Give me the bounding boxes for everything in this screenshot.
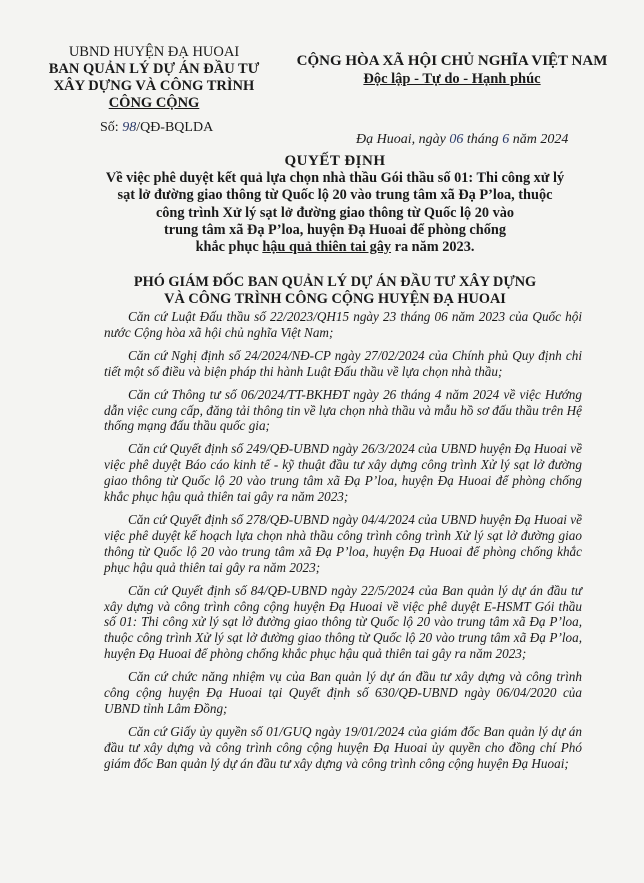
issue-date [356, 132, 568, 148]
authority-line-2: VÀ CÔNG TRÌNH CÔNG CỘNG HUYỆN ĐẠ HUOAI [164, 291, 506, 307]
country-name: CỘNG HÒA XÃ HỘI CHỦ NGHĨA VIỆT NAM [296, 53, 608, 69]
agency-name-line-2: XÂY DỰNG VÀ CÔNG TRÌNH [53, 78, 255, 94]
authority-line-1: PHÓ GIÁM ĐỐC BAN QUẢN LÝ DỰ ÁN ĐẦU TƯ XÂY DỰNG [133, 274, 537, 290]
legal-basis-paragraph: Căn cứ chức năng nhiệm vụ của Ban quản lý dự án đầu tư xây dựng và công trình công cộng huyện Đạ Huoai tại Quyết định số 630/QĐ-UBND ngày 06/04/2020 của UBND tỉnh Lâm Đồng; [104, 669, 582, 716]
subject-line-5-post: ra năm 2023. [391, 239, 475, 256]
date-day: 06 [449, 132, 464, 147]
decision-heading: QUYẾT ĐỊNH [284, 153, 386, 169]
decision-subject-line-4: trung tâm xã Đạ P’loa, huyện Đạ Huoai để phòng chống [164, 221, 506, 238]
agency-parent: UBND HUYỆN ĐẠ HUOAI [68, 44, 240, 60]
agency-name-line-3: CÔNG CỘNG [108, 95, 200, 111]
document-number-suffix: /QĐ-BQLDA [136, 120, 214, 135]
date-month-label: tháng [466, 132, 499, 147]
legal-basis-paragraph: Căn cứ Nghị định số 24/2024/NĐ-CP ngày 27/02/2024 của Chính phủ Quy định chi tiết một số điều và biện pháp thi hành Luật Đấu thầu về lựa chọn nhà thầu; [104, 347, 582, 379]
legal-basis-paragraph: Căn cứ Giấy ủy quyền số 01/GUQ ngày 19/01/2024 của giám đốc Ban quản lý dự án đầu tư xây dựng và công trình công cộng huyện Đạ Huoai ủy quyền cho đồng chí Phó giám đốc Ban quản lý dự án đầu tư xây dựng và công trình công cộng huyện Đạ Huoai; [104, 723, 582, 771]
legal-basis-paragraph: Căn cứ Quyết định số 278/QĐ-UBND ngày 04/4/2024 của UBND huyện Đạ Huoai về việc phê duyệt kế hoạch lựa chọn nhà thầu công trình công trình Xử lý sạt lở đường giao thông từ Quốc lộ 20 vào trung tâm xã Đạ P’loa, huyện Đạ Huoai để phòng chống khắc phục hậu quả thiên tai gây ra năm 2023; [104, 511, 582, 575]
issuing-agency-header [44, 44, 264, 112]
decision-subject-line-5 [62, 239, 608, 256]
document-number-label: Số: [100, 120, 119, 135]
document-number-value: 98 [122, 120, 137, 135]
decision-subject-line-2: sạt lở đường giao thông từ Quốc lộ 20 vào trung tâm xã Đạ P’loa, thuộc [117, 187, 553, 204]
date-place: Đạ Huoai, ngày [356, 132, 446, 147]
motto: Độc lập - Tự do - Hạnh phúc [363, 71, 541, 87]
decision-subject-line-3: công trình Xử lý sạt lở đường giao thông từ Quốc lộ 20 vào [155, 204, 515, 221]
legal-basis-section [104, 309, 582, 779]
national-motto-header [282, 52, 622, 88]
subject-line-5-pre: khắc phục [195, 239, 263, 256]
decision-title-block [62, 153, 608, 256]
date-month: 6 [502, 132, 510, 147]
document-number [100, 120, 213, 136]
subject-line-5-underlined: hậu quả thiên tai gây [262, 239, 392, 256]
legal-basis-paragraph: Căn cứ Quyết định số 84/QĐ-UBND ngày 22/5/2024 của Ban quản lý dự án đầu tư xây dựng và công trình công cộng huyện Đạ Huoai về việc phê duyệt E-HSMT Gói thầu số 01: Thi công xử lý sạt lở đường giao thông từ Quốc lộ 20 vào trung tâm xã Đạ P’loa, thuộc công trình Xử lý sạt lở đường giao thông từ Quốc lộ 20 vào trung tâm xã Đạ P’loa, huyện Đạ Huoai để phòng chống khắc phục hậu quả thiên tai gây ra năm 2023; [104, 582, 582, 662]
date-year: năm 2024 [512, 132, 569, 147]
legal-basis-paragraph: Căn cứ Quyết định số 249/QĐ-UBND ngày 26/3/2024 của UBND huyện Đạ Huoai về việc phê duyệt Báo cáo kinh tế - kỹ thuật đầu tư xây dựng công trình Xử lý sạt lở đường giao thông từ Quốc lộ 20 vào trung tâm xã Đạ P’loa, huyện Đạ Huoai để phòng chống khắc phục hậu quả thiên tai gây ra năm 2023; [104, 441, 582, 505]
decision-subject-line-1: Về việc phê duyệt kết quả lựa chọn nhà thầu Gói thầu số 01: Thi công xử lý [105, 170, 565, 187]
legal-basis-paragraph: Căn cứ Luật Đấu thầu số 22/2023/QH15 ngày 23 tháng 06 năm 2023 của Quốc hội nước Cộng hòa xã hội chủ nghĩa Việt Nam; [104, 309, 582, 340]
signing-authority-heading [100, 274, 570, 308]
legal-basis-paragraph: Căn cứ Thông tư số 06/2024/TT-BKHĐT ngày 26 tháng 4 năm 2024 về việc Hướng dẫn việc cung cấp, đăng tải thông tin về lựa chọn nhà thầu và mẫu hồ sơ đấu thầu trên Hệ thống mạng đấu thầu quốc gia; [104, 386, 582, 434]
agency-name-line-1: BAN QUẢN LÝ DỰ ÁN ĐẦU TƯ [48, 61, 260, 77]
